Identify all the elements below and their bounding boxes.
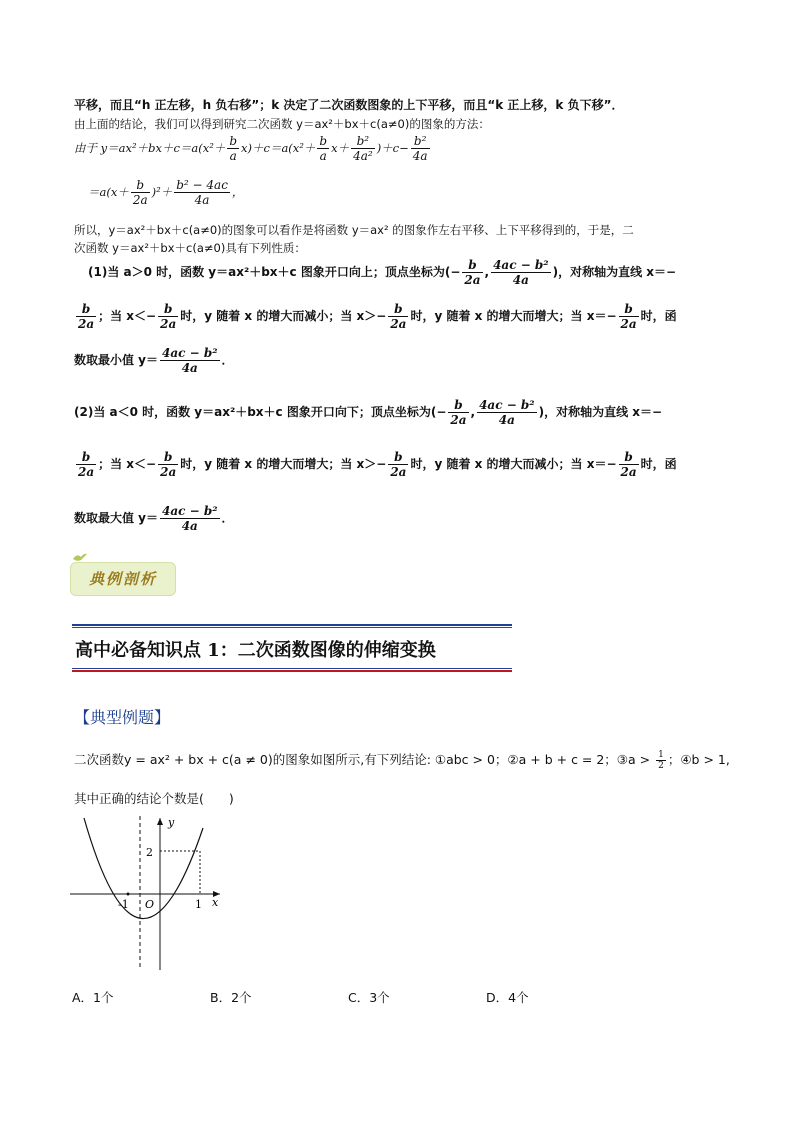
option-d: D．4个	[486, 990, 529, 1005]
frac-b-over-a: $\frac{b}{a}$	[229, 134, 238, 163]
prop1-line-2: $\frac{b}{2a}$ ；当 x＜− $\frac{b}{2a}$ 时，y 随着 x 的增大而减小；当 x＞− $\frac{b}{2a}$ 时，y 随着 x 的增大而增大；当 x＝− $\frac{b}{2a}$ 时，函	[78, 302, 677, 331]
equation-2: ＝a(x＋ $\frac{b}{2a}$ )²＋ $\frac{\text{b² − 4ac}}{4a}$ ，	[88, 178, 244, 207]
section-top-rule-red	[72, 627, 512, 628]
prop1-line-1: (1)当 a＞0 时，函数 y＝ax²＋bx＋c 图象开口向上；顶点坐标为(− $\frac{b}{2a}$ , $\frac{\text{4ac − b²}}{4a}$ )，对称轴为直线 x＝−	[88, 258, 677, 287]
prop2-line-3: 数取最大值 y＝ $\frac{\text{4ac − b²}}{4a}$ ．	[74, 504, 234, 533]
option-a: A．1个	[72, 990, 114, 1005]
para-line-2: 由上面的结论，我们可以得到研究二次函数 y＝ax²＋bx＋c(a≠0)的图象的方法：	[74, 117, 490, 131]
prop2-line-1: (2)当 a＜0 时，函数 y＝ax²＋bx＋c 图象开口向下；顶点坐标为(− $\frac{b}{2a}$ , $\frac{\text{4ac − b²}}{4a}$ )，对称轴为直线 x＝−	[74, 398, 663, 427]
y-axis-arrow	[157, 818, 163, 825]
section-title: 高中必备知识点 1：二次函数图像的伸缩变换	[75, 640, 436, 661]
tick-label-neg1: -1	[118, 898, 129, 911]
tick-label-2: 2	[146, 846, 153, 859]
equation-1: 由于 y＝ax²＋bx＋c＝a(x²＋ $\frac{b}{a}$ x)＋c＝a(x²＋ $\frac{b}{a}$ x＋ $\frac{\text{b²}}{\text{4a²}}$ )＋c− $\frac{\text{b²}}{4a}$	[74, 134, 428, 163]
eq1-prefix: 由于 y＝ax²＋bx＋c＝a(x²＋	[74, 141, 226, 155]
option-c: C．3个	[348, 990, 390, 1005]
section-bottom-rule-blue	[72, 668, 512, 669]
x-axis-label: x	[212, 896, 219, 909]
section-bottom-rule-red	[72, 670, 512, 672]
question-line-1: 二次函数y = ax² + bx + c(a ≠ 0)的图象如图所示,有下列结论: ①abc > 0；②a + b + c = 2；③a > $\frac{1}{2}$ ；④b > 1,	[74, 750, 730, 771]
point-neg1	[127, 893, 130, 896]
option-b: B．2个	[210, 990, 252, 1005]
prop2-line-2: $\frac{b}{2a}$ ；当 x＜− $\frac{b}{2a}$ 时，y 随着 x 的增大而增大；当 x＞− $\frac{b}{2a}$ 时，y 随着 x 的增大而减小；当 x＝− $\frac{b}{2a}$ 时，函	[78, 450, 677, 479]
para-2-line-2: 次函数 y＝ax²＋bx＋c(a≠0)具有下列性质：	[74, 241, 306, 255]
origin-label: O	[145, 898, 155, 911]
y-axis-label: y	[168, 816, 175, 829]
example-badge: 典例剖析	[70, 562, 176, 596]
example-label: 【典型例题】	[74, 708, 171, 727]
para-2-line-1: 所以，y＝ax²＋bx＋c(a≠0)的图象可以看作是将函数 y＝ax² 的图象作左右平移、上下平移得到的，于是，二	[74, 223, 634, 237]
prop1-line-3: 数取最小值 y＝ $\frac{\text{4ac − b²}}{4a}$ ．	[74, 346, 234, 375]
parabola-curve	[84, 818, 203, 919]
section-top-rule-blue	[72, 624, 512, 626]
tick-label-1: 1	[195, 898, 202, 911]
parabola-graph	[70, 814, 230, 974]
para-line-1: 平移，而且“h 正左移，h 负右移”；k 决定了二次函数图象的上下平移，而且“k 正上移，k 负下移”．	[74, 98, 624, 112]
question-line-2: 其中正确的结论个数是( )	[74, 791, 234, 806]
